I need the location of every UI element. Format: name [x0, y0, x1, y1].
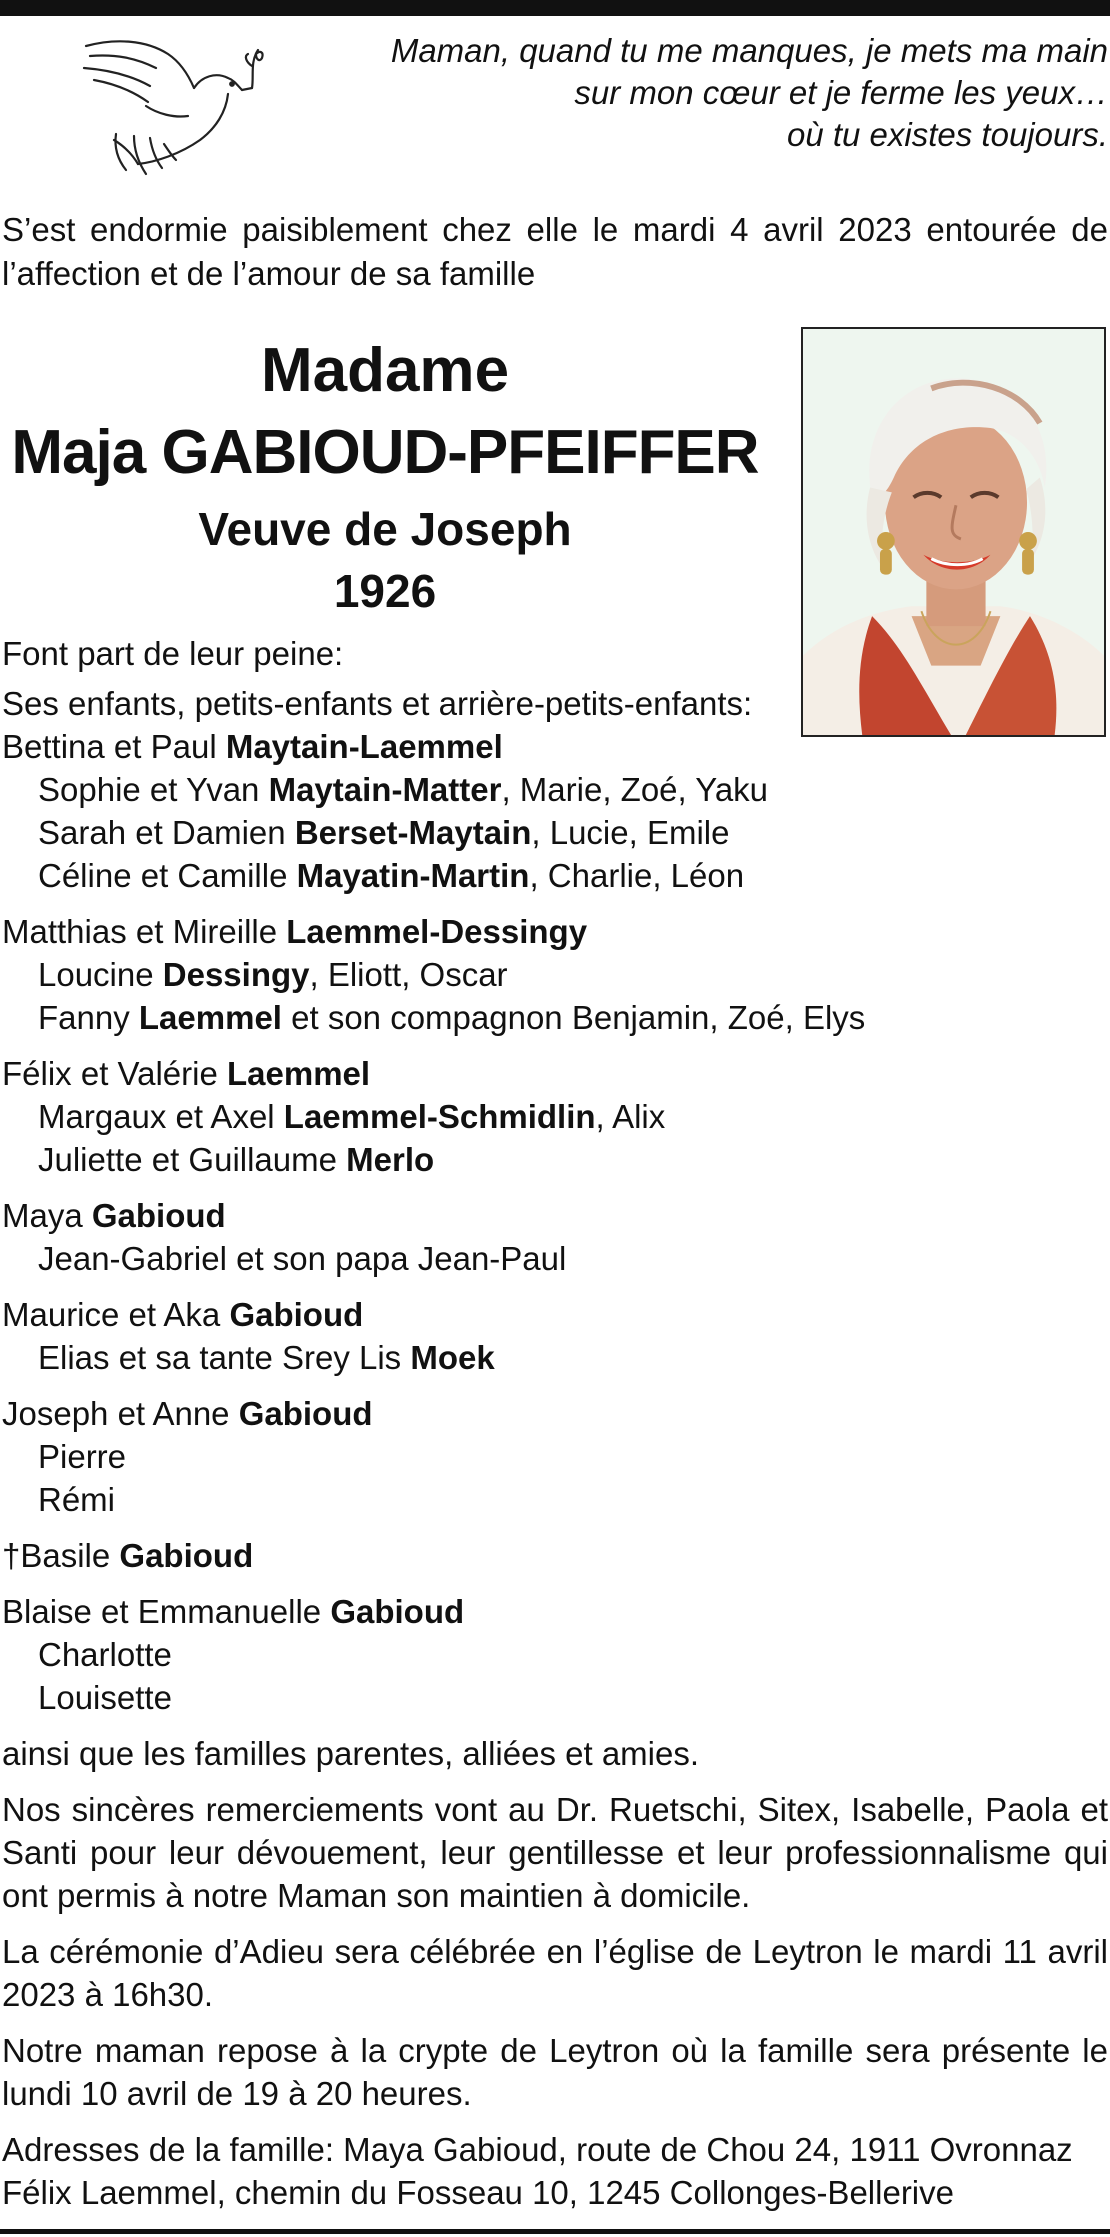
family-head-surname: Gabioud [330, 1593, 465, 1630]
family-member [2, 1237, 1108, 1280]
family-head [2, 1590, 1108, 1633]
family-member-rest: , Marie, Zoé, Yaku [501, 771, 769, 808]
family-group [2, 1590, 1108, 1719]
relatives-text: ainsi que les familles parentes, alliées et amies. [2, 1735, 700, 1772]
family-list [2, 725, 1108, 1719]
family-intro-text: Ses enfants, petits-enfants et arrière-petits-enfants: [2, 685, 753, 722]
address-line-1: Adresses de la famille: Maya Gabioud, route de Chou 24, 1911 Ovronnaz [2, 2131, 1073, 2168]
family-head [2, 1052, 1108, 1095]
family-group [2, 725, 1108, 897]
family-member [2, 1478, 1108, 1521]
rest-text: Notre maman repose à la crypte de Leytron où la famille sera présente le lundi 10 avril de 19 à 20 heures. [2, 2032, 1108, 2112]
family-head [2, 910, 1108, 953]
bottom-rule [0, 2229, 1110, 2234]
family-member-surname: Laemmel [138, 999, 282, 1036]
family-head [2, 1392, 1108, 1435]
family-head-given: Félix et Valérie [2, 1055, 227, 1092]
family-member-given: Margaux et Axel [38, 1098, 284, 1135]
family-member [2, 768, 1108, 811]
family-group [2, 1534, 1108, 1577]
family-member [2, 1633, 1108, 1676]
family-head-given: †Basile [2, 1537, 120, 1574]
family-head-given: Blaise et Emmanuelle [2, 1593, 331, 1630]
announce-text: Font part de leur peine: [2, 635, 344, 672]
family-group [2, 1052, 1108, 1181]
family-member-given: Loucine [38, 956, 163, 993]
family-member [2, 1095, 1108, 1138]
family-member [2, 953, 1108, 996]
family-member-given: Céline et Camille [38, 857, 297, 894]
family-member [2, 1435, 1108, 1478]
family-group [2, 910, 1108, 1039]
family-head [2, 1534, 1108, 1577]
dove-icon [76, 32, 266, 182]
thanks-text: Nos sincères remerciements vont au Dr. Ruetschi, Sitex, Isabelle, Paola et Santi pour leur dévouement, leur gentillesse et leur professionnalisme qui ont permis à notre Maman son maintien à domicile. [2, 1791, 1108, 1914]
address-line-2: Félix Laemmel, chemin du Fosseau 10, 1245 Collonges-Bellerive [2, 2174, 954, 2211]
deceased-name: Maja GABIOUD-PFEIFFER [11, 418, 759, 487]
family-member-surname: Merlo [346, 1141, 435, 1178]
family-head-surname: Gabioud [91, 1197, 226, 1234]
family-member-surname: Berset-Maytain [294, 814, 532, 851]
family-member [2, 811, 1108, 854]
family-head-given: Bettina et Paul [2, 728, 226, 765]
quote-line-2: sur mon cœur et je ferme les yeux… [574, 74, 1108, 111]
family-member-given: Elias et sa tante Srey Lis [38, 1339, 411, 1376]
family-group [2, 1293, 1108, 1379]
family-group [2, 1194, 1108, 1280]
family-member [2, 1336, 1108, 1379]
deceased-heading [0, 330, 770, 622]
family-head-surname: Laemmel [226, 1055, 371, 1092]
family-member-surname: Mayatin-Martin [296, 857, 530, 894]
family-head [2, 725, 1108, 768]
family-member-given: Sophie et Yvan [38, 771, 269, 808]
family-member-given: Juliette et Guillaume [38, 1141, 347, 1178]
deceased-widow: Veuve de Joseph [198, 503, 572, 555]
family-member-given: Fanny [38, 999, 139, 1036]
family-member-surname: Laemmel-Schmidlin [283, 1098, 596, 1135]
family-member-given: Pierre [38, 1438, 127, 1475]
family-member-given: Charlotte [38, 1636, 172, 1673]
family-member-given: Louisette [38, 1679, 172, 1716]
family-member-surname: Dessingy [162, 956, 310, 993]
family-member-rest: , Charlie, Léon [529, 857, 745, 894]
family-member [2, 1676, 1108, 1719]
family-member [2, 996, 1108, 1039]
family-member [2, 854, 1108, 897]
quote-line-1: Maman, quand tu me manques, je mets ma main [390, 32, 1108, 69]
family-member-surname: Moek [410, 1339, 495, 1376]
family-head [2, 1293, 1108, 1336]
family-group [2, 1392, 1108, 1521]
quote [388, 30, 1108, 156]
family-member-rest: , Lucie, Emile [531, 814, 730, 851]
family-member-given: Jean-Gabriel et son papa Jean-Paul [38, 1240, 567, 1277]
family-head [2, 1194, 1108, 1237]
family-head-given: Maurice et Aka [2, 1296, 230, 1333]
family-head-surname: Gabioud [238, 1395, 373, 1432]
addresses [2, 2128, 1108, 2214]
family-member [2, 1138, 1108, 1181]
ceremony-text: La cérémonie d’Adieu sera célébrée en l’église de Leytron le mardi 11 avril 2023 à 16h30. [2, 1933, 1108, 2013]
family-member-given: Rémi [38, 1481, 116, 1518]
family-member-surname: Maytain-Matter [268, 771, 502, 808]
deceased-title: Madame [260, 336, 510, 405]
body-text [2, 632, 1108, 2214]
family-head-surname: Gabioud [119, 1537, 254, 1574]
family-member-rest: et son compagnon Benjamin, Zoé, Elys [281, 999, 866, 1036]
quote-line-3: où tu existes toujours. [786, 116, 1108, 153]
family-head-surname: Gabioud [229, 1296, 364, 1333]
family-head-given: Matthias et Mireille [2, 913, 287, 950]
top-rule [0, 0, 1110, 16]
family-head-given: Joseph et Anne [2, 1395, 239, 1432]
family-member-rest: , Eliott, Oscar [309, 956, 508, 993]
family-member-given: Sarah et Damien [38, 814, 295, 851]
intro-text: S’est endormie paisiblement chez elle le mardi 4 avril 2023 entourée de l’affection et de l’amour de sa famille [2, 211, 1108, 292]
deceased-year: 1926 [333, 565, 437, 617]
family-head-surname: Maytain-Laemmel [225, 728, 503, 765]
family-member-rest: , Alix [595, 1098, 666, 1135]
family-head-given: Maya [2, 1197, 92, 1234]
family-head-surname: Laemmel-Dessingy [286, 913, 588, 950]
